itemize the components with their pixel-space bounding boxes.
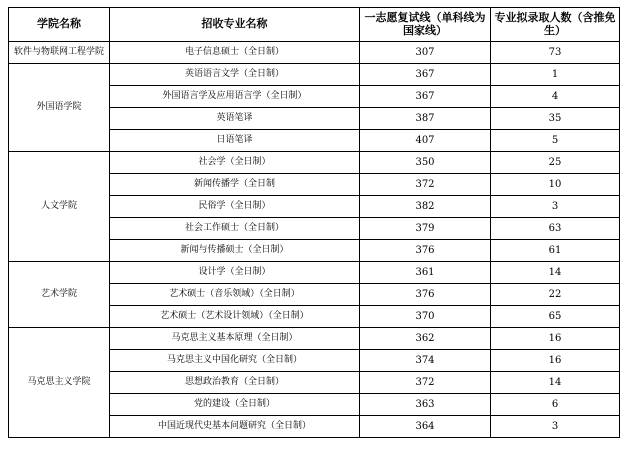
college-name: 马克思主义学院 [9, 328, 110, 438]
major-name: 民俗学（全日制） [110, 196, 360, 218]
count-cell: 63 [491, 218, 620, 240]
table-row [9, 42, 620, 64]
score-cell: 379 [360, 218, 491, 240]
score-cell: 376 [360, 240, 491, 262]
score-cell: 382 [360, 196, 491, 218]
count-cell: 16 [491, 350, 620, 372]
major-name: 党的建设（全日制） [110, 394, 360, 416]
score-cell: 374 [360, 350, 491, 372]
header-major: 招收专业名称 [110, 8, 360, 42]
count-cell: 14 [491, 372, 620, 394]
major-name: 艺术硕士（艺术设计领域）（全日制） [110, 306, 360, 328]
count-cell: 25 [491, 152, 620, 174]
table-row [9, 152, 620, 174]
header-college: 学院名称 [9, 8, 110, 42]
major-name: 外国语言学及应用语言学（全日制） [110, 86, 360, 108]
header-count: 专业拟录取人数（含推免生） [491, 8, 620, 42]
count-cell: 35 [491, 108, 620, 130]
score-cell: 364 [360, 416, 491, 438]
college-name: 软件与物联网工程学院 [9, 42, 110, 64]
count-cell: 4 [491, 86, 620, 108]
score-cell: 307 [360, 42, 491, 64]
count-cell: 3 [491, 416, 620, 438]
score-cell: 407 [360, 130, 491, 152]
header-row [9, 8, 620, 42]
major-name: 社会学（全日制） [110, 152, 360, 174]
major-name: 思想政治教育（全日制） [110, 372, 360, 394]
score-cell: 372 [360, 372, 491, 394]
count-cell: 14 [491, 262, 620, 284]
score-cell: 367 [360, 86, 491, 108]
score-cell: 372 [360, 174, 491, 196]
score-cell: 361 [360, 262, 491, 284]
table-row [9, 64, 620, 86]
count-cell: 10 [491, 174, 620, 196]
college-name: 艺术学院 [9, 262, 110, 328]
major-name: 新闻与传播硕士（全日制） [110, 240, 360, 262]
count-cell: 5 [491, 130, 620, 152]
major-name: 中国近现代史基本问题研究（全日制） [110, 416, 360, 438]
score-cell: 387 [360, 108, 491, 130]
count-cell: 22 [491, 284, 620, 306]
table-row [9, 328, 620, 350]
count-cell: 73 [491, 42, 620, 64]
major-name: 马克思主义基本原理（全日制） [110, 328, 360, 350]
score-cell: 370 [360, 306, 491, 328]
college-name: 外国语学院 [9, 64, 110, 152]
count-cell: 16 [491, 328, 620, 350]
score-cell: 363 [360, 394, 491, 416]
score-cell: 367 [360, 64, 491, 86]
admission-table [8, 7, 620, 438]
major-name: 英语语言文学（全日制） [110, 64, 360, 86]
count-cell: 65 [491, 306, 620, 328]
major-name: 社会工作硕士（全日制） [110, 218, 360, 240]
count-cell: 61 [491, 240, 620, 262]
major-name: 日语笔译 [110, 130, 360, 152]
count-cell: 1 [491, 64, 620, 86]
major-name: 设计学（全日制） [110, 262, 360, 284]
count-cell: 6 [491, 394, 620, 416]
table-row [9, 262, 620, 284]
college-name: 人文学院 [9, 152, 110, 262]
major-name: 电子信息硕士（全日制） [110, 42, 360, 64]
score-cell: 350 [360, 152, 491, 174]
header-score: 一志愿复试线（单科线为国家线） [360, 8, 491, 42]
major-name: 艺术硕士（音乐领域）（全日制） [110, 284, 360, 306]
major-name: 马克思主义中国化研究（全日制） [110, 350, 360, 372]
score-cell: 376 [360, 284, 491, 306]
major-name: 英语笔译 [110, 108, 360, 130]
score-cell: 362 [360, 328, 491, 350]
major-name: 新闻传播学（全日制 [110, 174, 360, 196]
count-cell: 3 [491, 196, 620, 218]
